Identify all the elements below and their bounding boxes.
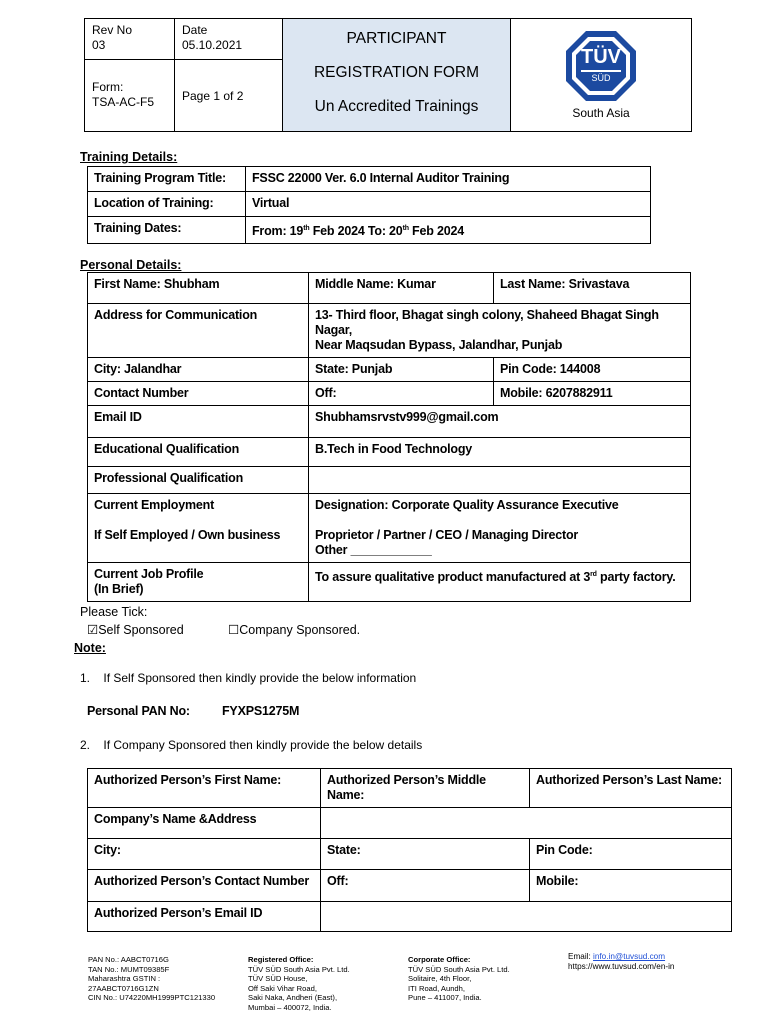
pin-cell	[494, 358, 691, 382]
logo-divider	[581, 70, 621, 72]
self-sponsored-label: Self Sponsored	[98, 623, 184, 637]
program-label: Training Program Title:	[94, 171, 226, 185]
note-item-1-num: 1.	[80, 671, 91, 685]
footer-line: Saki Naka, Andheri (East),	[248, 993, 338, 1003]
contact-mobile-cell	[494, 382, 691, 406]
corporate-office-heading: Corporate Office:	[408, 955, 471, 964]
logo-text-bottom: SÜD	[591, 73, 611, 83]
program-value-cell	[246, 167, 651, 192]
form-header	[84, 18, 692, 132]
date-label: Date	[182, 23, 208, 37]
company-email-value-cell	[321, 902, 732, 932]
company-name-cell	[88, 808, 321, 839]
note-item-1-text: If Self Sponsored then kindly provide the below information	[103, 671, 417, 685]
table-row	[88, 839, 732, 870]
job-value-a: To assure qualitative product manufactured at 3	[315, 570, 591, 585]
rev-cell	[85, 19, 175, 60]
note-item-2-text: If Company Sponsored then kindly provide the below details	[103, 738, 423, 752]
note-item-1	[80, 671, 416, 685]
company-state-cell	[321, 839, 530, 870]
auth-middle-cell	[321, 769, 530, 808]
pan-label: Personal PAN No:	[87, 704, 190, 718]
location-label: Location of Training:	[94, 196, 214, 210]
company-state-label: State:	[327, 843, 361, 857]
employment-label-cell	[88, 494, 309, 563]
footer-line: Maharashtra GSTIN :	[88, 974, 161, 984]
state: State: Punjab	[315, 362, 393, 376]
contact-mobile: Mobile: 6207882911	[500, 386, 613, 400]
title-line-2: REGISTRATION FORM	[313, 64, 480, 81]
first-name: First Name: Shubham	[94, 277, 220, 291]
training-table	[87, 166, 651, 244]
address-label-cell	[88, 304, 309, 358]
logo-caption: South Asia	[572, 106, 630, 120]
dates-value	[246, 217, 650, 243]
prof-label-cell	[88, 467, 309, 494]
auth-last-cell	[530, 769, 732, 808]
footer-line: Mumbai – 400072, India.	[248, 1002, 332, 1012]
table-row	[88, 217, 651, 244]
dates-from: From: 19	[252, 224, 304, 239]
city-cell	[88, 358, 309, 382]
company-sponsored-label: Company Sponsored.	[239, 623, 361, 637]
footer-line: TÜV SÜD South Asia Pvt. Ltd.	[248, 964, 350, 974]
personal-table	[87, 272, 691, 602]
title-line-3: Un Accredited Trainings	[314, 98, 479, 115]
auth-first-name: Authorized Person’s First Name:	[94, 773, 282, 787]
proprietor: Proprietor / Partner / CEO / Managing Director	[315, 528, 579, 542]
training-heading: Training Details:	[80, 150, 178, 164]
email-value: Shubhamsrvstv999@gmail.com	[315, 410, 499, 424]
title-line-1: PARTICIPANT	[346, 30, 447, 47]
company-email-label: Authorized Person’s Email ID	[94, 906, 263, 920]
company-pin-cell	[530, 839, 732, 870]
location-value-cell	[246, 192, 651, 217]
form-cell	[85, 60, 175, 131]
logo-cell	[511, 19, 691, 131]
footer-line: ITI Road, Aundh,	[408, 983, 465, 993]
last-name: Last Name: Srivastava	[500, 277, 630, 291]
auth-last-name: Authorized Person’s Last Name:	[536, 773, 722, 787]
table-row	[88, 406, 691, 438]
address-line-1: 13- Third floor, Bhagat singh colony, Shaheed Bhagat Singh Nagar,	[315, 308, 659, 337]
dates-value-cell	[246, 217, 651, 244]
prof-value-cell	[309, 467, 691, 494]
form-title	[283, 19, 511, 131]
edu-value: B.Tech in Food Technology	[315, 442, 473, 456]
company-contact-cell	[88, 870, 321, 902]
logo-text-top: TÜV	[581, 46, 621, 68]
employment-label: Current Employment	[94, 498, 215, 512]
table-row	[88, 167, 651, 192]
program-value: FSSC 22000 Ver. 6.0 Internal Auditor Training	[252, 171, 510, 185]
please-tick-label: Please Tick:	[80, 605, 148, 619]
state-cell	[309, 358, 494, 382]
company-off-cell	[321, 870, 530, 902]
footer-email-line	[568, 952, 738, 962]
table-row	[88, 467, 691, 494]
footer-email-link[interactable]: info.in@tuvsud.com	[593, 952, 666, 961]
footer-registered-office	[248, 955, 398, 1013]
table-row	[88, 808, 732, 839]
footer-corporate-office	[408, 955, 558, 1003]
personal-heading: Personal Details:	[80, 258, 182, 272]
edu-label: Educational Qualification	[94, 442, 240, 456]
employment-value-cell	[309, 494, 691, 563]
contact-off-cell	[309, 382, 494, 406]
table-row	[88, 273, 691, 304]
footer-line: CIN No.: U74220MH1999PTC121330	[88, 993, 216, 1003]
page-number: Page 1 of 2	[182, 89, 244, 103]
job-value-cell	[309, 563, 691, 602]
footer-line: TAN No.: MUMT09385F	[88, 964, 170, 974]
table-row	[88, 358, 691, 382]
table-row	[88, 304, 691, 358]
other: Other ____________	[315, 543, 432, 557]
company-table	[87, 768, 732, 932]
form-value: TSA-AC-F5	[92, 95, 155, 109]
footer-line: PAN No.: AABCT0716G	[88, 955, 169, 964]
spacer	[94, 513, 302, 528]
footer-line: TÜV SÜD South Asia Pvt. Ltd.	[408, 964, 510, 974]
footer-email-label: Email:	[568, 952, 594, 961]
footer-line: Solitaire, 4th Floor,	[408, 974, 472, 984]
registered-office-heading: Registered Office:	[248, 955, 314, 964]
address-value-cell	[309, 304, 691, 358]
footer-line: Off Saki Vihar Road,	[248, 983, 317, 993]
footer-line: Pune – 411007, India.	[408, 993, 482, 1003]
program-label-cell	[88, 167, 246, 192]
company-city-cell	[88, 839, 321, 870]
address-label: Address for Communication	[94, 308, 258, 322]
contact-off: Off:	[315, 386, 337, 400]
table-row	[88, 870, 732, 902]
table-row	[88, 494, 691, 563]
company-contact-label: Authorized Person’s Contact Number	[94, 874, 309, 888]
job-label-cell	[88, 563, 309, 602]
company-pin-label: Pin Code:	[536, 843, 593, 857]
dates-label-cell	[88, 217, 246, 244]
company-email-cell	[88, 902, 321, 932]
table-row	[88, 192, 651, 217]
footer-line: TÜV SÜD House,	[248, 974, 308, 984]
tuv-sud-logo	[565, 30, 637, 102]
pan-value: FYXPS1275M	[222, 704, 300, 718]
pin-code: Pin Code: 144008	[500, 362, 601, 376]
page-cell	[175, 60, 283, 131]
designation: Designation: Corporate Quality Assurance Executive	[315, 498, 619, 512]
self-sponsored-checkbox[interactable]: ☑	[87, 623, 99, 637]
footer-website[interactable]: https://www.tuvsud.com/en-in	[568, 962, 675, 971]
job-label-1: Current Job Profile	[94, 567, 204, 581]
contact-label: Contact Number	[94, 386, 189, 400]
table-row	[88, 438, 691, 467]
rev-label: Rev No	[92, 23, 133, 37]
company-sponsored-option[interactable]	[228, 622, 360, 637]
footer-contact	[568, 952, 738, 972]
date-value: 05.10.2021	[182, 38, 243, 52]
email-label: Email ID	[94, 410, 142, 424]
dates-mid: Feb 2024 To: 20	[309, 224, 403, 239]
company-city-label: City:	[94, 843, 121, 857]
prof-value	[309, 467, 690, 475]
job-label-2: (In Brief)	[94, 582, 144, 596]
dates-label: Training Dates:	[94, 221, 182, 235]
middle-name-cell	[309, 273, 494, 304]
contact-label-cell	[88, 382, 309, 406]
footer-tax-info	[88, 955, 238, 1003]
edu-value-cell	[309, 438, 691, 467]
auth-middle-name: Authorized Person’s Middle Name:	[327, 773, 486, 802]
edu-label-cell	[88, 438, 309, 467]
company-mobile-label: Mobile:	[536, 874, 579, 888]
table-row	[88, 902, 732, 932]
last-name-cell	[494, 273, 691, 304]
company-mobile-cell	[530, 870, 732, 902]
job-value	[309, 563, 690, 589]
email-label-cell	[88, 406, 309, 438]
self-sponsored-option[interactable]	[87, 622, 184, 637]
spacer	[315, 513, 684, 528]
dates-to-sup: th	[402, 225, 409, 232]
city: City: Jalandhar	[94, 362, 182, 376]
middle-name: Middle Name: Kumar	[315, 277, 436, 291]
form-label: Form:	[92, 80, 124, 94]
table-row	[88, 769, 732, 808]
location-value: Virtual	[252, 196, 290, 210]
first-name-cell	[88, 273, 309, 304]
rev-value: 03	[92, 38, 106, 52]
auth-first-cell	[88, 769, 321, 808]
location-label-cell	[88, 192, 246, 217]
address-line-2: Near Maqsudan Bypass, Jalandhar, Punjab	[315, 338, 563, 352]
job-value-sup: rd	[590, 571, 597, 578]
note-item-2-num: 2.	[80, 738, 91, 752]
table-row	[88, 563, 691, 602]
company-off-label: Off:	[327, 874, 349, 888]
email-value-cell	[309, 406, 691, 438]
footer-line: 27AABCT0716G1ZN	[88, 983, 159, 993]
dates-end: Feb 2024	[408, 224, 464, 239]
self-employed-label: If Self Employed / Own business	[94, 528, 281, 542]
company-sponsored-checkbox[interactable]: ☐	[228, 623, 240, 637]
note-item-2	[80, 738, 422, 752]
prof-label: Professional Qualification	[94, 471, 243, 485]
date-cell	[175, 19, 283, 60]
company-name-label: Company’s Name &Address	[94, 812, 257, 826]
dates-from-sup: th	[303, 225, 310, 232]
note-heading: Note:	[74, 641, 106, 655]
company-name-value-cell	[321, 808, 732, 839]
job-value-b: party factory.	[596, 570, 676, 585]
table-row	[88, 382, 691, 406]
